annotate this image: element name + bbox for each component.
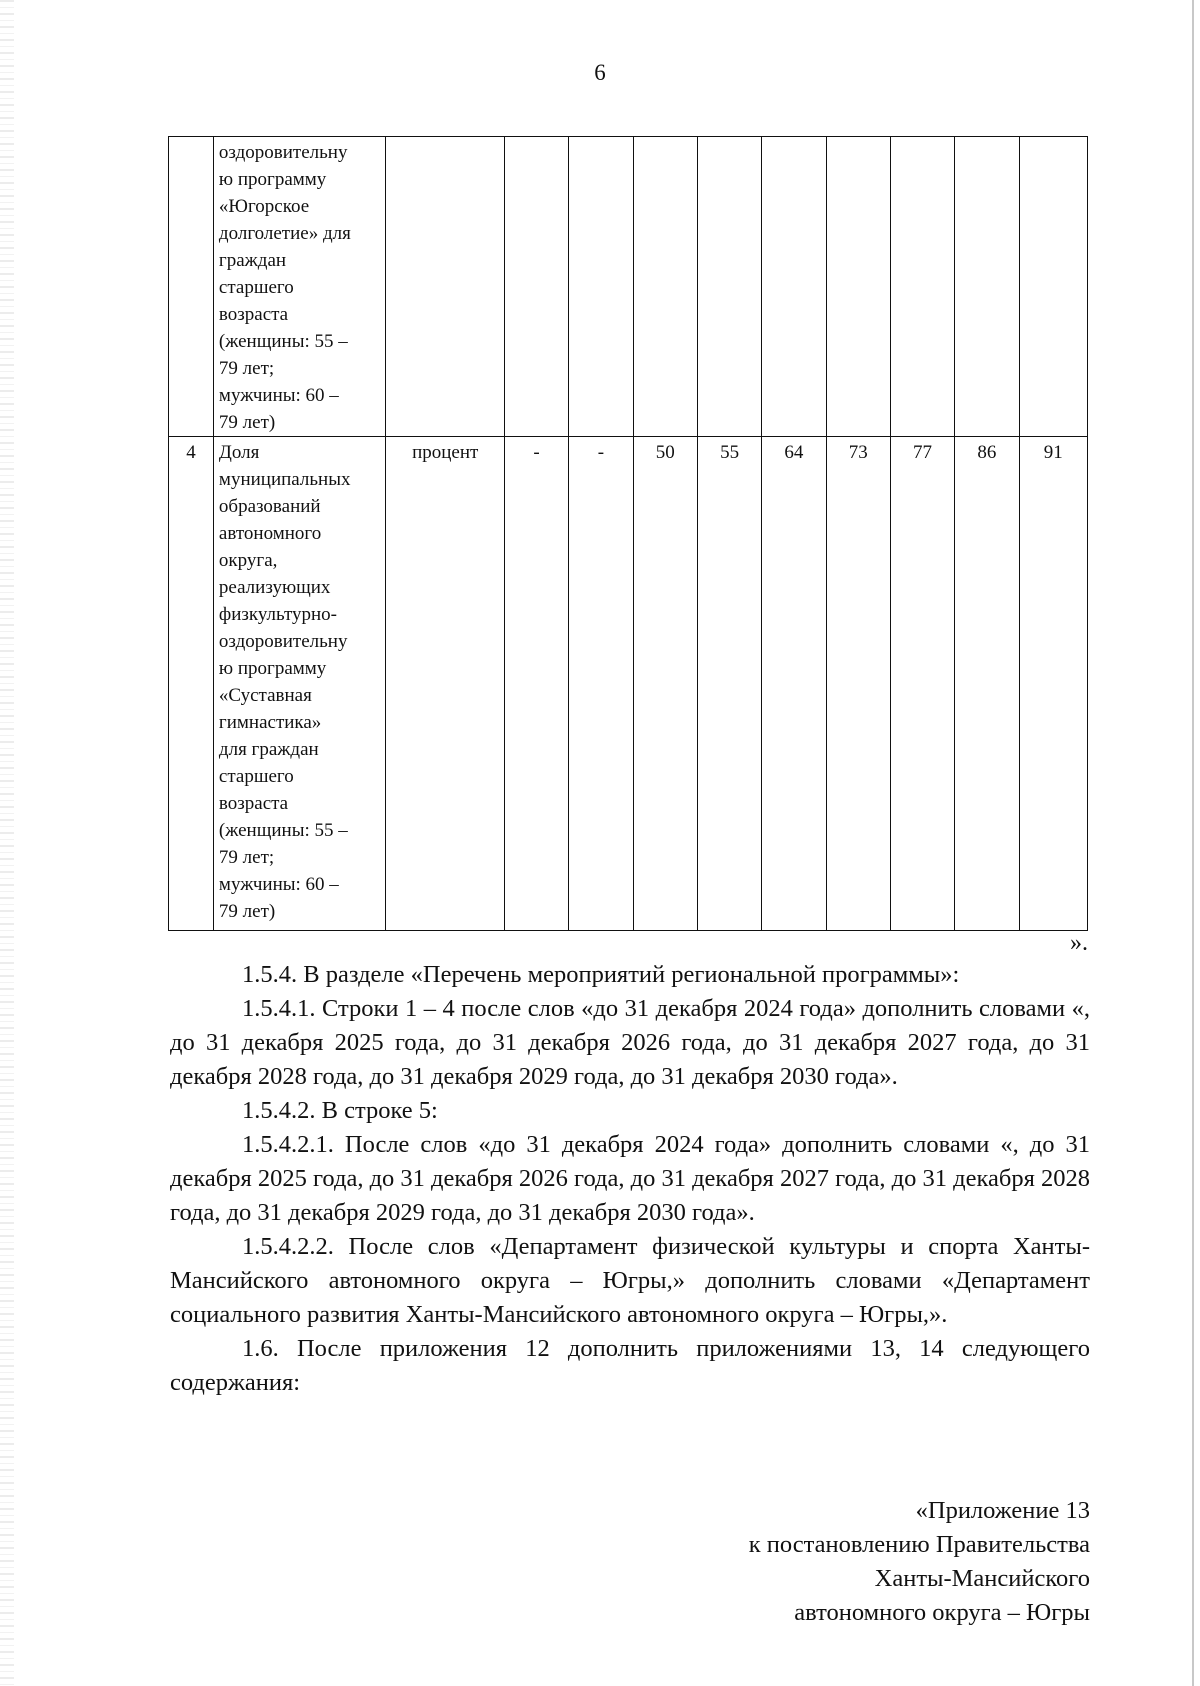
name-line: реализующих bbox=[218, 577, 331, 598]
annex-header bbox=[749, 1494, 1090, 1630]
table-body bbox=[169, 137, 1088, 931]
annex-line: Ханты-Мансийского bbox=[874, 1565, 1090, 1592]
value-cell bbox=[890, 137, 954, 437]
value-cell: - bbox=[504, 437, 568, 931]
paragraph-1-5-4: 1.5.4. В разделе «Перечень мероприятий региональной программы»: bbox=[242, 961, 960, 988]
annex-line: к постановлению Правительства bbox=[748, 1531, 1090, 1558]
name-line: округа, bbox=[218, 550, 278, 571]
name-line: 79 лет; bbox=[218, 358, 275, 379]
name-line: гимнастика» bbox=[218, 712, 322, 733]
row-number-cell: 4 bbox=[169, 437, 214, 931]
value-cell: 73 bbox=[826, 437, 890, 931]
name-line: Доля bbox=[218, 442, 260, 463]
name-line: 79 лет; bbox=[218, 847, 275, 868]
table-closing-mark: ». bbox=[1070, 930, 1088, 956]
name-line: старшего bbox=[218, 277, 294, 298]
page-number: 6 bbox=[594, 60, 606, 85]
value-cell bbox=[762, 137, 826, 437]
name-line: возраста bbox=[218, 793, 289, 814]
value-cell bbox=[955, 137, 1019, 437]
name-line: 79 лет) bbox=[218, 412, 276, 433]
paragraph-1-5-4-2: 1.5.4.2. В строке 5: bbox=[242, 1097, 438, 1124]
name-line: ю программу bbox=[218, 658, 327, 679]
unit-cell bbox=[386, 137, 504, 437]
paragraph-1-5-4-2-2: 1.5.4.2.2. После слов «Департамент физической культуры и спорта Ханты-Мансийского автономного округа – Югры,» дополнить словами «Департамент социального развития Ханты-Мансийского автономного округа – Югры,». bbox=[170, 1233, 1090, 1328]
name-line: мужчины: 60 – bbox=[218, 874, 339, 895]
name-line: возраста bbox=[218, 304, 289, 325]
indicators-table bbox=[168, 136, 1088, 931]
paragraph-1-6: 1.6. После приложения 12 дополнить приложениями 13, 14 следующего содержания: bbox=[170, 1335, 1090, 1396]
indicator-name-cell bbox=[213, 137, 386, 437]
value-cell bbox=[826, 137, 890, 437]
value-cell bbox=[1019, 137, 1087, 437]
name-line: долголетие» для bbox=[218, 223, 351, 244]
name-line: «Суставная bbox=[218, 685, 312, 706]
indicator-name-cell bbox=[213, 437, 386, 931]
name-line: для граждан bbox=[218, 739, 319, 760]
name-line: мужчины: 60 – bbox=[218, 385, 339, 406]
name-line: автономного bbox=[218, 523, 322, 544]
value-cell bbox=[504, 137, 568, 437]
value-cell: 86 bbox=[955, 437, 1019, 931]
row-number-cell bbox=[169, 137, 214, 437]
value-cell bbox=[697, 137, 761, 437]
value-cell: 91 bbox=[1019, 437, 1087, 931]
name-line: 79 лет) bbox=[218, 901, 276, 922]
name-line: (женщины: 55 – bbox=[218, 331, 348, 352]
value-cell: 64 bbox=[762, 437, 826, 931]
name-line: оздоровительну bbox=[218, 142, 348, 163]
amendment-text bbox=[170, 958, 1090, 1400]
name-line: ю программу bbox=[218, 169, 327, 190]
name-line: старшего bbox=[218, 766, 294, 787]
scan-edge-left bbox=[0, 0, 14, 1686]
name-line: муниципальных bbox=[218, 469, 351, 490]
table-row bbox=[169, 437, 1088, 931]
name-line: оздоровительну bbox=[218, 631, 348, 652]
name-line: физкультурно- bbox=[218, 604, 338, 625]
value-cell: - bbox=[569, 437, 633, 931]
name-line: (женщины: 55 – bbox=[218, 820, 348, 841]
scan-edge-right bbox=[1192, 0, 1194, 1686]
value-cell: 55 bbox=[697, 437, 761, 931]
value-cell: 50 bbox=[633, 437, 697, 931]
annex-title: «Приложение 13 bbox=[915, 1497, 1090, 1524]
name-line: «Югорское bbox=[218, 196, 310, 217]
annex-line: автономного округа – Югры bbox=[794, 1599, 1090, 1626]
name-line: граждан bbox=[218, 250, 287, 271]
paragraph-1-5-4-2-1: 1.5.4.2.1. После слов «до 31 декабря 2024 года» дополнить словами «, до 31 декабря 2025 года, до 31 декабря 2026 года, до 31 декабря 2027 года, до 31 декабря 2028 года, до 31 декабря 2029 года, до 31 декабря 2030 года». bbox=[170, 1131, 1090, 1226]
value-cell bbox=[633, 137, 697, 437]
table-row bbox=[169, 137, 1088, 437]
value-cell bbox=[569, 137, 633, 437]
unit-cell: процент bbox=[386, 437, 504, 931]
value-cell: 77 bbox=[890, 437, 954, 931]
name-line: образований bbox=[218, 496, 321, 517]
paragraph-1-5-4-1: 1.5.4.1. Строки 1 – 4 после слов «до 31 декабря 2024 года» дополнить словами «, до 31 декабря 2025 года, до 31 декабря 2026 года, до 31 декабря 2027 года, до 31 декабря 2028 года, до 31 декабря 2029 года, до 31 декабря 2030 года». bbox=[170, 995, 1090, 1090]
